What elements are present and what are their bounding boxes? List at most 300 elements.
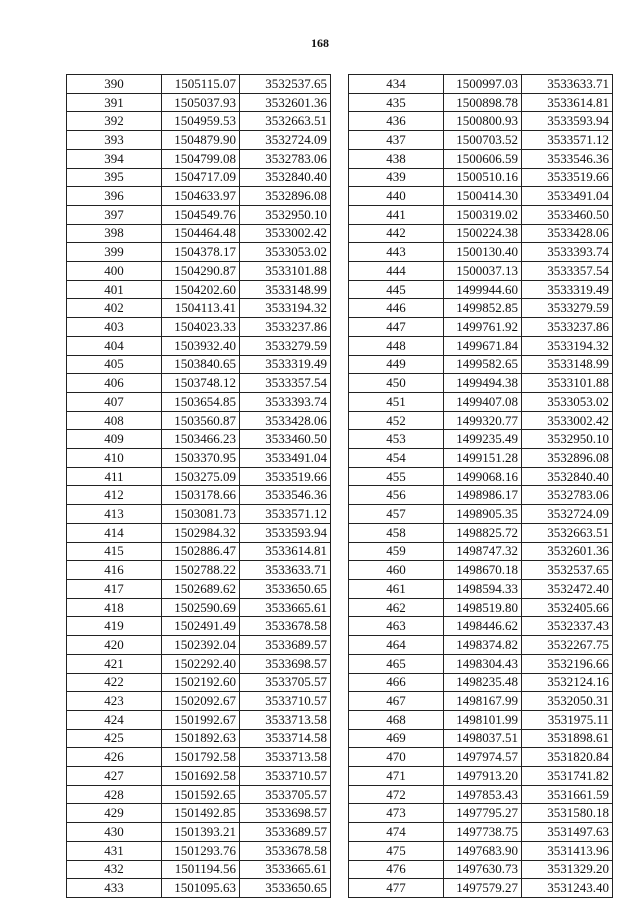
table-row [349,636,613,655]
table-row [349,523,613,542]
x-coordinate-cell: 1498825.72 [444,523,522,542]
x-coordinate-cell: 1498304.43 [444,654,522,673]
table-row [67,224,331,243]
table-row [67,841,331,860]
x-coordinate-cell: 1500703.52 [444,131,522,150]
point-number-cell: 427 [67,767,162,786]
x-coordinate-cell: 1503466.23 [162,430,240,449]
point-number-cell: 445 [349,280,444,299]
x-coordinate-cell: 1503081.73 [162,505,240,524]
x-coordinate-cell: 1498670.18 [444,561,522,580]
y-coordinate-cell: 3533279.59 [522,299,613,318]
y-coordinate-cell: 3532840.40 [240,168,331,187]
y-coordinate-cell: 3532783.06 [522,486,613,505]
y-coordinate-cell: 3533593.94 [522,112,613,131]
y-coordinate-cell: 3533053.02 [522,392,613,411]
x-coordinate-cell: 1498905.35 [444,505,522,524]
x-coordinate-cell: 1501194.56 [162,860,240,879]
point-number-cell: 443 [349,243,444,262]
table-row [349,860,613,879]
table-row [67,823,331,842]
point-number-cell: 399 [67,243,162,262]
x-coordinate-cell: 1502092.67 [162,692,240,711]
table-row [349,841,613,860]
table-row [67,243,331,262]
y-coordinate-cell: 3533237.86 [240,318,331,337]
point-number-cell: 425 [67,729,162,748]
table-row [349,561,613,580]
point-number-cell: 409 [67,430,162,449]
point-number-cell: 428 [67,785,162,804]
x-coordinate-cell: 1499407.08 [444,392,522,411]
table-row [67,598,331,617]
point-number-cell: 477 [349,879,444,898]
y-coordinate-cell: 3533319.49 [240,355,331,374]
y-coordinate-cell: 3532124.16 [522,673,613,692]
y-coordinate-cell: 3533710.57 [240,692,331,711]
table-row [67,505,331,524]
y-coordinate-cell: 3533665.61 [240,598,331,617]
x-coordinate-cell: 1503748.12 [162,374,240,393]
y-coordinate-cell: 3531243.40 [522,879,613,898]
x-coordinate-cell: 1504290.87 [162,262,240,281]
table-row [67,804,331,823]
table-row [67,262,331,281]
table-row [67,467,331,486]
point-number-cell: 466 [349,673,444,692]
y-coordinate-cell: 3532783.06 [240,149,331,168]
table-row [67,205,331,224]
table-row [349,729,613,748]
point-number-cell: 429 [67,804,162,823]
point-number-cell: 391 [67,93,162,112]
table-row [67,112,331,131]
y-coordinate-cell: 3532724.09 [522,505,613,524]
y-coordinate-cell: 3533650.65 [240,579,331,598]
y-coordinate-cell: 3533428.06 [240,411,331,430]
point-number-cell: 471 [349,767,444,786]
y-coordinate-cell: 3533546.36 [522,149,613,168]
y-coordinate-cell: 3532337.43 [522,617,613,636]
y-coordinate-cell: 3531413.96 [522,841,613,860]
y-coordinate-cell: 3533689.57 [240,636,331,655]
point-number-cell: 456 [349,486,444,505]
x-coordinate-cell: 1497630.73 [444,860,522,879]
point-number-cell: 395 [67,168,162,187]
y-coordinate-cell: 3533357.54 [240,374,331,393]
x-coordinate-cell: 1503654.85 [162,392,240,411]
table-row [349,149,613,168]
x-coordinate-cell: 1499494.38 [444,374,522,393]
table-row [67,318,331,337]
x-coordinate-cell: 1497913.20 [444,767,522,786]
point-number-cell: 440 [349,187,444,206]
y-coordinate-cell: 3533571.12 [522,131,613,150]
point-number-cell: 438 [349,149,444,168]
y-coordinate-cell: 3532196.66 [522,654,613,673]
y-coordinate-cell: 3533148.99 [240,280,331,299]
table-row [349,187,613,206]
point-number-cell: 439 [349,168,444,187]
table-row [67,710,331,729]
coordinates-table-right [348,74,613,898]
table-row [349,430,613,449]
table-row [67,336,331,355]
table-row [349,579,613,598]
point-number-cell: 468 [349,710,444,729]
x-coordinate-cell: 1499068.16 [444,467,522,486]
y-coordinate-cell: 3533393.74 [522,243,613,262]
table-row [349,467,613,486]
x-coordinate-cell: 1498101.99 [444,710,522,729]
point-number-cell: 475 [349,841,444,860]
table-row [349,692,613,711]
point-number-cell: 473 [349,804,444,823]
x-coordinate-cell: 1500130.40 [444,243,522,262]
table-row [67,149,331,168]
table-row [67,187,331,206]
table-row [349,654,613,673]
y-coordinate-cell: 3533237.86 [522,318,613,337]
point-number-cell: 457 [349,505,444,524]
x-coordinate-cell: 1497853.43 [444,785,522,804]
point-number-cell: 410 [67,449,162,468]
table-row [349,93,613,112]
point-number-cell: 435 [349,93,444,112]
y-coordinate-cell: 3531820.84 [522,748,613,767]
x-coordinate-cell: 1505037.93 [162,93,240,112]
point-number-cell: 431 [67,841,162,860]
point-number-cell: 432 [67,860,162,879]
y-coordinate-cell: 3533148.99 [522,355,613,374]
y-coordinate-cell: 3533194.32 [522,336,613,355]
table-row [67,392,331,411]
y-coordinate-cell: 3532840.40 [522,467,613,486]
y-coordinate-cell: 3533319.49 [522,280,613,299]
point-number-cell: 413 [67,505,162,524]
y-coordinate-cell: 3533633.71 [240,561,331,580]
x-coordinate-cell: 1497795.27 [444,804,522,823]
y-coordinate-cell: 3533279.59 [240,336,331,355]
point-number-cell: 434 [349,75,444,94]
y-coordinate-cell: 3533713.58 [240,710,331,729]
x-coordinate-cell: 1500898.78 [444,93,522,112]
point-number-cell: 390 [67,75,162,94]
table-row [67,879,331,898]
x-coordinate-cell: 1499761.92 [444,318,522,337]
table-row [349,280,613,299]
table-row [67,168,331,187]
y-coordinate-cell: 3532950.10 [522,430,613,449]
point-number-cell: 437 [349,131,444,150]
table-row [349,449,613,468]
x-coordinate-cell: 1504023.33 [162,318,240,337]
x-coordinate-cell: 1497683.90 [444,841,522,860]
y-coordinate-cell: 3533194.32 [240,299,331,318]
x-coordinate-cell: 1505115.07 [162,75,240,94]
x-coordinate-cell: 1499151.28 [444,449,522,468]
x-coordinate-cell: 1504717.09 [162,168,240,187]
table-row [67,748,331,767]
point-number-cell: 416 [67,561,162,580]
table-row [349,486,613,505]
table-row [67,449,331,468]
point-number-cell: 455 [349,467,444,486]
point-number-cell: 407 [67,392,162,411]
table-row [349,879,613,898]
point-number-cell: 398 [67,224,162,243]
point-number-cell: 433 [67,879,162,898]
table-row [349,131,613,150]
y-coordinate-cell: 3532663.51 [522,523,613,542]
y-coordinate-cell: 3533519.66 [522,168,613,187]
table-row [67,617,331,636]
table-row [349,617,613,636]
table-row [349,318,613,337]
y-coordinate-cell: 3531975.11 [522,710,613,729]
x-coordinate-cell: 1503275.09 [162,467,240,486]
table-row [67,299,331,318]
x-coordinate-cell: 1498446.62 [444,617,522,636]
x-coordinate-cell: 1502491.49 [162,617,240,636]
table-row [349,243,613,262]
y-coordinate-cell: 3531741.82 [522,767,613,786]
y-coordinate-cell: 3533491.04 [240,449,331,468]
x-coordinate-cell: 1499582.65 [444,355,522,374]
x-coordinate-cell: 1499944.60 [444,280,522,299]
x-coordinate-cell: 1501992.67 [162,710,240,729]
x-coordinate-cell: 1498037.51 [444,729,522,748]
point-number-cell: 465 [349,654,444,673]
point-number-cell: 464 [349,636,444,655]
x-coordinate-cell: 1498594.33 [444,579,522,598]
point-number-cell: 452 [349,411,444,430]
table-row [349,767,613,786]
y-coordinate-cell: 3533101.88 [522,374,613,393]
point-number-cell: 406 [67,374,162,393]
y-coordinate-cell: 3532896.08 [240,187,331,206]
y-coordinate-cell: 3533393.74 [240,392,331,411]
table-row [349,112,613,131]
y-coordinate-cell: 3533698.57 [240,654,331,673]
point-number-cell: 423 [67,692,162,711]
y-coordinate-cell: 3533665.61 [240,860,331,879]
point-number-cell: 401 [67,280,162,299]
x-coordinate-cell: 1501892.63 [162,729,240,748]
point-number-cell: 470 [349,748,444,767]
y-coordinate-cell: 3531661.59 [522,785,613,804]
y-coordinate-cell: 3531497.63 [522,823,613,842]
table-row [349,336,613,355]
x-coordinate-cell: 1501692.58 [162,767,240,786]
table-row [67,860,331,879]
y-coordinate-cell: 3533714.58 [240,729,331,748]
y-coordinate-cell: 3533002.42 [522,411,613,430]
y-coordinate-cell: 3533678.58 [240,841,331,860]
point-number-cell: 415 [67,542,162,561]
point-number-cell: 392 [67,112,162,131]
y-coordinate-cell: 3533428.06 [522,224,613,243]
table-row [67,93,331,112]
point-number-cell: 397 [67,205,162,224]
x-coordinate-cell: 1502590.69 [162,598,240,617]
y-coordinate-cell: 3533713.58 [240,748,331,767]
x-coordinate-cell: 1502886.47 [162,542,240,561]
x-coordinate-cell: 1502984.32 [162,523,240,542]
x-coordinate-cell: 1502788.22 [162,561,240,580]
table-row [349,224,613,243]
table-row [349,804,613,823]
y-coordinate-cell: 3533571.12 [240,505,331,524]
table-row [67,355,331,374]
x-coordinate-cell: 1498374.82 [444,636,522,655]
point-number-cell: 430 [67,823,162,842]
x-coordinate-cell: 1504799.08 [162,149,240,168]
x-coordinate-cell: 1500606.59 [444,149,522,168]
point-number-cell: 422 [67,673,162,692]
x-coordinate-cell: 1502392.04 [162,636,240,655]
table-row [67,523,331,542]
point-number-cell: 411 [67,467,162,486]
table-row [67,579,331,598]
x-coordinate-cell: 1498167.99 [444,692,522,711]
table-row [349,411,613,430]
point-number-cell: 421 [67,654,162,673]
point-number-cell: 414 [67,523,162,542]
x-coordinate-cell: 1498519.80 [444,598,522,617]
x-coordinate-cell: 1504378.17 [162,243,240,262]
table-row [67,673,331,692]
y-coordinate-cell: 3533689.57 [240,823,331,842]
table-row [349,75,613,94]
y-coordinate-cell: 3533460.50 [522,205,613,224]
point-number-cell: 444 [349,262,444,281]
point-number-cell: 393 [67,131,162,150]
y-coordinate-cell: 3533705.57 [240,673,331,692]
point-number-cell: 447 [349,318,444,337]
point-number-cell: 446 [349,299,444,318]
y-coordinate-cell: 3532405.66 [522,598,613,617]
point-number-cell: 412 [67,486,162,505]
x-coordinate-cell: 1499235.49 [444,430,522,449]
table-row [67,561,331,580]
point-number-cell: 436 [349,112,444,131]
y-coordinate-cell: 3533357.54 [522,262,613,281]
point-number-cell: 472 [349,785,444,804]
table-row [67,430,331,449]
x-coordinate-cell: 1501095.63 [162,879,240,898]
x-coordinate-cell: 1504464.48 [162,224,240,243]
y-coordinate-cell: 3533705.57 [240,785,331,804]
x-coordinate-cell: 1500510.16 [444,168,522,187]
table-row [67,767,331,786]
y-coordinate-cell: 3533614.81 [522,93,613,112]
table-row [349,598,613,617]
table-row [67,280,331,299]
table-row [349,542,613,561]
point-number-cell: 419 [67,617,162,636]
point-number-cell: 474 [349,823,444,842]
x-coordinate-cell: 1501492.85 [162,804,240,823]
point-number-cell: 454 [349,449,444,468]
point-number-cell: 402 [67,299,162,318]
point-number-cell: 476 [349,860,444,879]
point-number-cell: 400 [67,262,162,281]
x-coordinate-cell: 1497738.75 [444,823,522,842]
point-number-cell: 467 [349,692,444,711]
table-row [67,374,331,393]
y-coordinate-cell: 3531580.18 [522,804,613,823]
y-coordinate-cell: 3533519.66 [240,467,331,486]
table-row [67,486,331,505]
y-coordinate-cell: 3532267.75 [522,636,613,655]
point-number-cell: 403 [67,318,162,337]
point-number-cell: 442 [349,224,444,243]
y-coordinate-cell: 3533593.94 [240,523,331,542]
point-number-cell: 396 [67,187,162,206]
y-coordinate-cell: 3532950.10 [240,205,331,224]
table-row [67,411,331,430]
x-coordinate-cell: 1500414.30 [444,187,522,206]
point-number-cell: 394 [67,149,162,168]
x-coordinate-cell: 1504633.97 [162,187,240,206]
point-number-cell: 469 [349,729,444,748]
point-number-cell: 426 [67,748,162,767]
x-coordinate-cell: 1503840.65 [162,355,240,374]
y-coordinate-cell: 3533633.71 [522,75,613,94]
y-coordinate-cell: 3533698.57 [240,804,331,823]
x-coordinate-cell: 1500037.13 [444,262,522,281]
point-number-cell: 448 [349,336,444,355]
x-coordinate-cell: 1504879.90 [162,131,240,150]
x-coordinate-cell: 1500997.03 [444,75,522,94]
y-coordinate-cell: 3533546.36 [240,486,331,505]
table-row [349,785,613,804]
table-row [67,785,331,804]
point-number-cell: 418 [67,598,162,617]
x-coordinate-cell: 1503370.95 [162,449,240,468]
x-coordinate-cell: 1504113.41 [162,299,240,318]
y-coordinate-cell: 3532601.36 [522,542,613,561]
point-number-cell: 450 [349,374,444,393]
x-coordinate-cell: 1500319.02 [444,205,522,224]
x-coordinate-cell: 1501293.76 [162,841,240,860]
x-coordinate-cell: 1503560.87 [162,411,240,430]
point-number-cell: 449 [349,355,444,374]
x-coordinate-cell: 1502192.60 [162,673,240,692]
point-number-cell: 417 [67,579,162,598]
y-coordinate-cell: 3532537.65 [522,561,613,580]
table-row [349,262,613,281]
point-number-cell: 462 [349,598,444,617]
y-coordinate-cell: 3533053.02 [240,243,331,262]
point-number-cell: 408 [67,411,162,430]
x-coordinate-cell: 1499852.85 [444,299,522,318]
point-number-cell: 460 [349,561,444,580]
table-row [67,729,331,748]
x-coordinate-cell: 1501592.65 [162,785,240,804]
x-coordinate-cell: 1497579.27 [444,879,522,898]
table-row [67,131,331,150]
y-coordinate-cell: 3532663.51 [240,112,331,131]
table-row [349,355,613,374]
x-coordinate-cell: 1499320.77 [444,411,522,430]
y-coordinate-cell: 3533460.50 [240,430,331,449]
y-coordinate-cell: 3531898.61 [522,729,613,748]
x-coordinate-cell: 1503178.66 [162,486,240,505]
table-row [349,168,613,187]
x-coordinate-cell: 1504549.76 [162,205,240,224]
